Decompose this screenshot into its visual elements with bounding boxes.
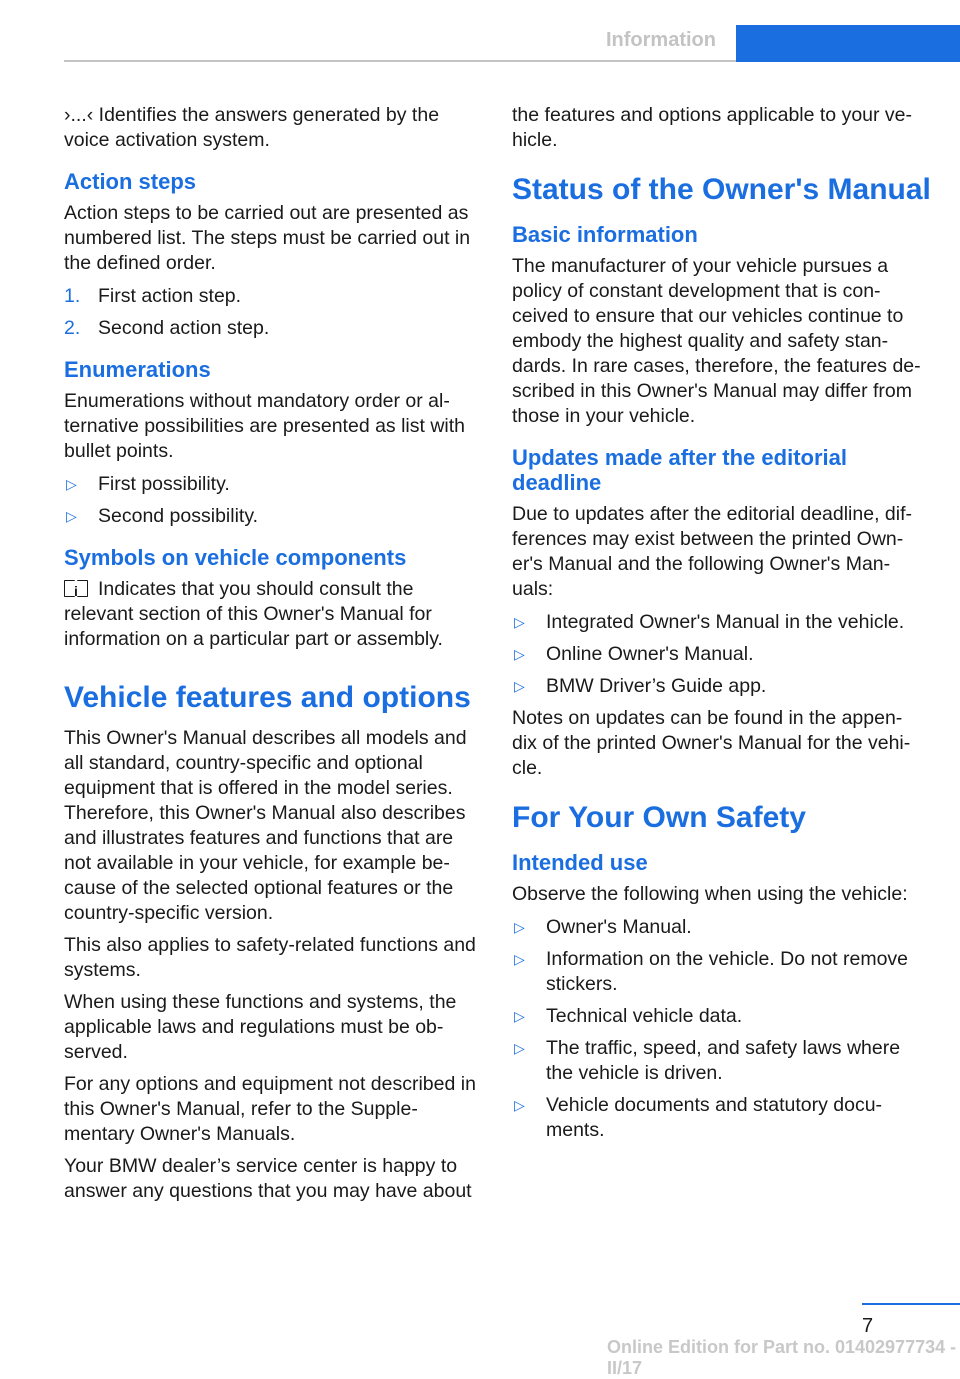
- bullet-triangle-icon: ▷: [66, 508, 77, 524]
- edition-footer: Online Edition for Part no. 01402977734 - II/17: [607, 1337, 957, 1378]
- section-tab-bar: [736, 25, 960, 62]
- list-item: [512, 1036, 932, 1086]
- action-steps-text: Action steps to be carried out are presented as numbered list. The steps must be carried out in the defined order.: [64, 202, 471, 274]
- list-item: [512, 1093, 932, 1143]
- list-item: [64, 316, 480, 341]
- notes-text: Notes on updates can be found in the appen- dix of the printed Owner's Manual for the vehi- cle.: [512, 707, 911, 779]
- bullet-triangle-icon: ▷: [514, 951, 525, 967]
- section-title: Information: [606, 29, 716, 51]
- bullet-triangle-icon: ▷: [514, 678, 525, 694]
- updates-text: Due to updates after the editorial deadline, dif- ferences may exist between the printed Own- er's Manual and the following Owner's Man- uals:: [512, 503, 913, 600]
- bullet-text: First possibility.: [98, 473, 230, 495]
- bullet-text: Online Owner's Manual.: [546, 643, 754, 665]
- basic-information-heading: Basic information: [512, 222, 698, 247]
- bullet-triangle-icon: ▷: [514, 1040, 525, 1056]
- symbols-heading: Symbols on vehicle components: [64, 545, 407, 570]
- vehicle-features-paragraph: For any options and equipment not described in this Owner's Manual, refer to the Supple- mentary Owner's Manuals.: [64, 1073, 476, 1145]
- list-item: [64, 504, 480, 529]
- bullet-text: Owner's Manual.: [546, 916, 692, 938]
- step-text: Second action step.: [98, 317, 270, 339]
- left-column: [64, 103, 480, 1211]
- list-item: [512, 674, 932, 699]
- bullet-text: Second possibility.: [98, 505, 259, 527]
- intended-use-text: Observe the following when using the vehicle:: [512, 883, 908, 905]
- basic-information-text: The manufacturer of your vehicle pursues a policy of constant development that is con- ceived to ensure that our vehicles continue to embody the highest quality and safety stan- dards. In rare cases, therefore, the features de- scribed in this Owner's Manual may differ from those in your vehicle.: [512, 255, 921, 427]
- vehicle-features-paragraph: When using these functions and systems, the applicable laws and regulations must be ob- served.: [64, 991, 457, 1063]
- vehicle-features-heading: Vehicle features and options: [64, 681, 471, 714]
- header-rule: [64, 60, 736, 62]
- vehicle-features-paragraph: Your BMW dealer’s service center is happy to answer any questions that you may have about: [64, 1155, 472, 1202]
- step-text: First action step.: [98, 285, 242, 307]
- step-number: 1.: [64, 285, 81, 307]
- action-steps-list: [64, 284, 480, 341]
- list-item: [512, 642, 932, 667]
- enumerations-list: [64, 472, 480, 529]
- safety-heading: For Your Own Safety: [512, 801, 806, 834]
- list-item: [512, 610, 932, 635]
- updates-list: [512, 610, 932, 699]
- footer-rule: [862, 1303, 960, 1305]
- bullet-text: BMW Driver’s Guide app.: [546, 675, 767, 697]
- vehicle-features-paragraph: This Owner's Manual describes all models and all standard, country-specific and optional equipment that is offered in the model series. Therefore, this Owner's Manual also describes and illustrates features and functions that are not available in your vehicle, for example be- cause of the selected optional features or the country-specific version.: [64, 727, 467, 924]
- symbols-text-block: [64, 577, 480, 652]
- bullet-text: Information on the vehicle. Do not remove stickers.: [546, 948, 909, 995]
- continuation-text: the features and options applicable to your ve- hicle.: [512, 104, 913, 151]
- list-item: [512, 1004, 932, 1029]
- bullet-triangle-icon: ▷: [66, 476, 77, 492]
- owners-manual-icon: i: [64, 580, 88, 597]
- intended-use-list: [512, 915, 932, 1143]
- bullet-text: Integrated Owner's Manual in the vehicle.: [546, 611, 905, 633]
- symbols-text: Indicates that you should consult the relevant section of this Owner's Manual for information on a particular part or assembly.: [64, 578, 443, 650]
- list-item: [64, 284, 480, 309]
- list-item: [512, 947, 932, 997]
- step-number: 2.: [64, 317, 81, 339]
- bullet-triangle-icon: ▷: [514, 1097, 525, 1113]
- list-item: [64, 472, 480, 497]
- bullet-text: Vehicle documents and statutory docu- ments.: [546, 1094, 883, 1141]
- bullet-triangle-icon: ▷: [514, 614, 525, 630]
- bullet-triangle-icon: ▷: [514, 1008, 525, 1024]
- enumerations-text: Enumerations without mandatory order or al- ternative possibilities are presented as list with bullet points.: [64, 390, 466, 462]
- list-item: [512, 915, 932, 940]
- bullet-text: The traffic, speed, and safety laws where the vehicle is driven.: [546, 1037, 901, 1084]
- bullet-triangle-icon: ▷: [514, 646, 525, 662]
- vehicle-features-paragraph: This also applies to safety-related functions and systems.: [64, 934, 476, 981]
- bullet-text: Technical vehicle data.: [546, 1005, 743, 1027]
- voice-answers-note: ›...‹ Identifies the answers generated by the voice activation system.: [64, 104, 440, 151]
- page-number: 7: [862, 1315, 874, 1337]
- action-steps-heading: Action steps: [64, 169, 197, 194]
- status-heading: Status of the Owner's Manual: [512, 173, 931, 206]
- bullet-triangle-icon: ▷: [514, 919, 525, 935]
- intended-use-heading: Intended use: [512, 850, 648, 875]
- right-column: [512, 103, 932, 1150]
- updates-heading: Updates made after the editorial deadline: [512, 445, 847, 495]
- enumerations-heading: Enumerations: [64, 357, 211, 382]
